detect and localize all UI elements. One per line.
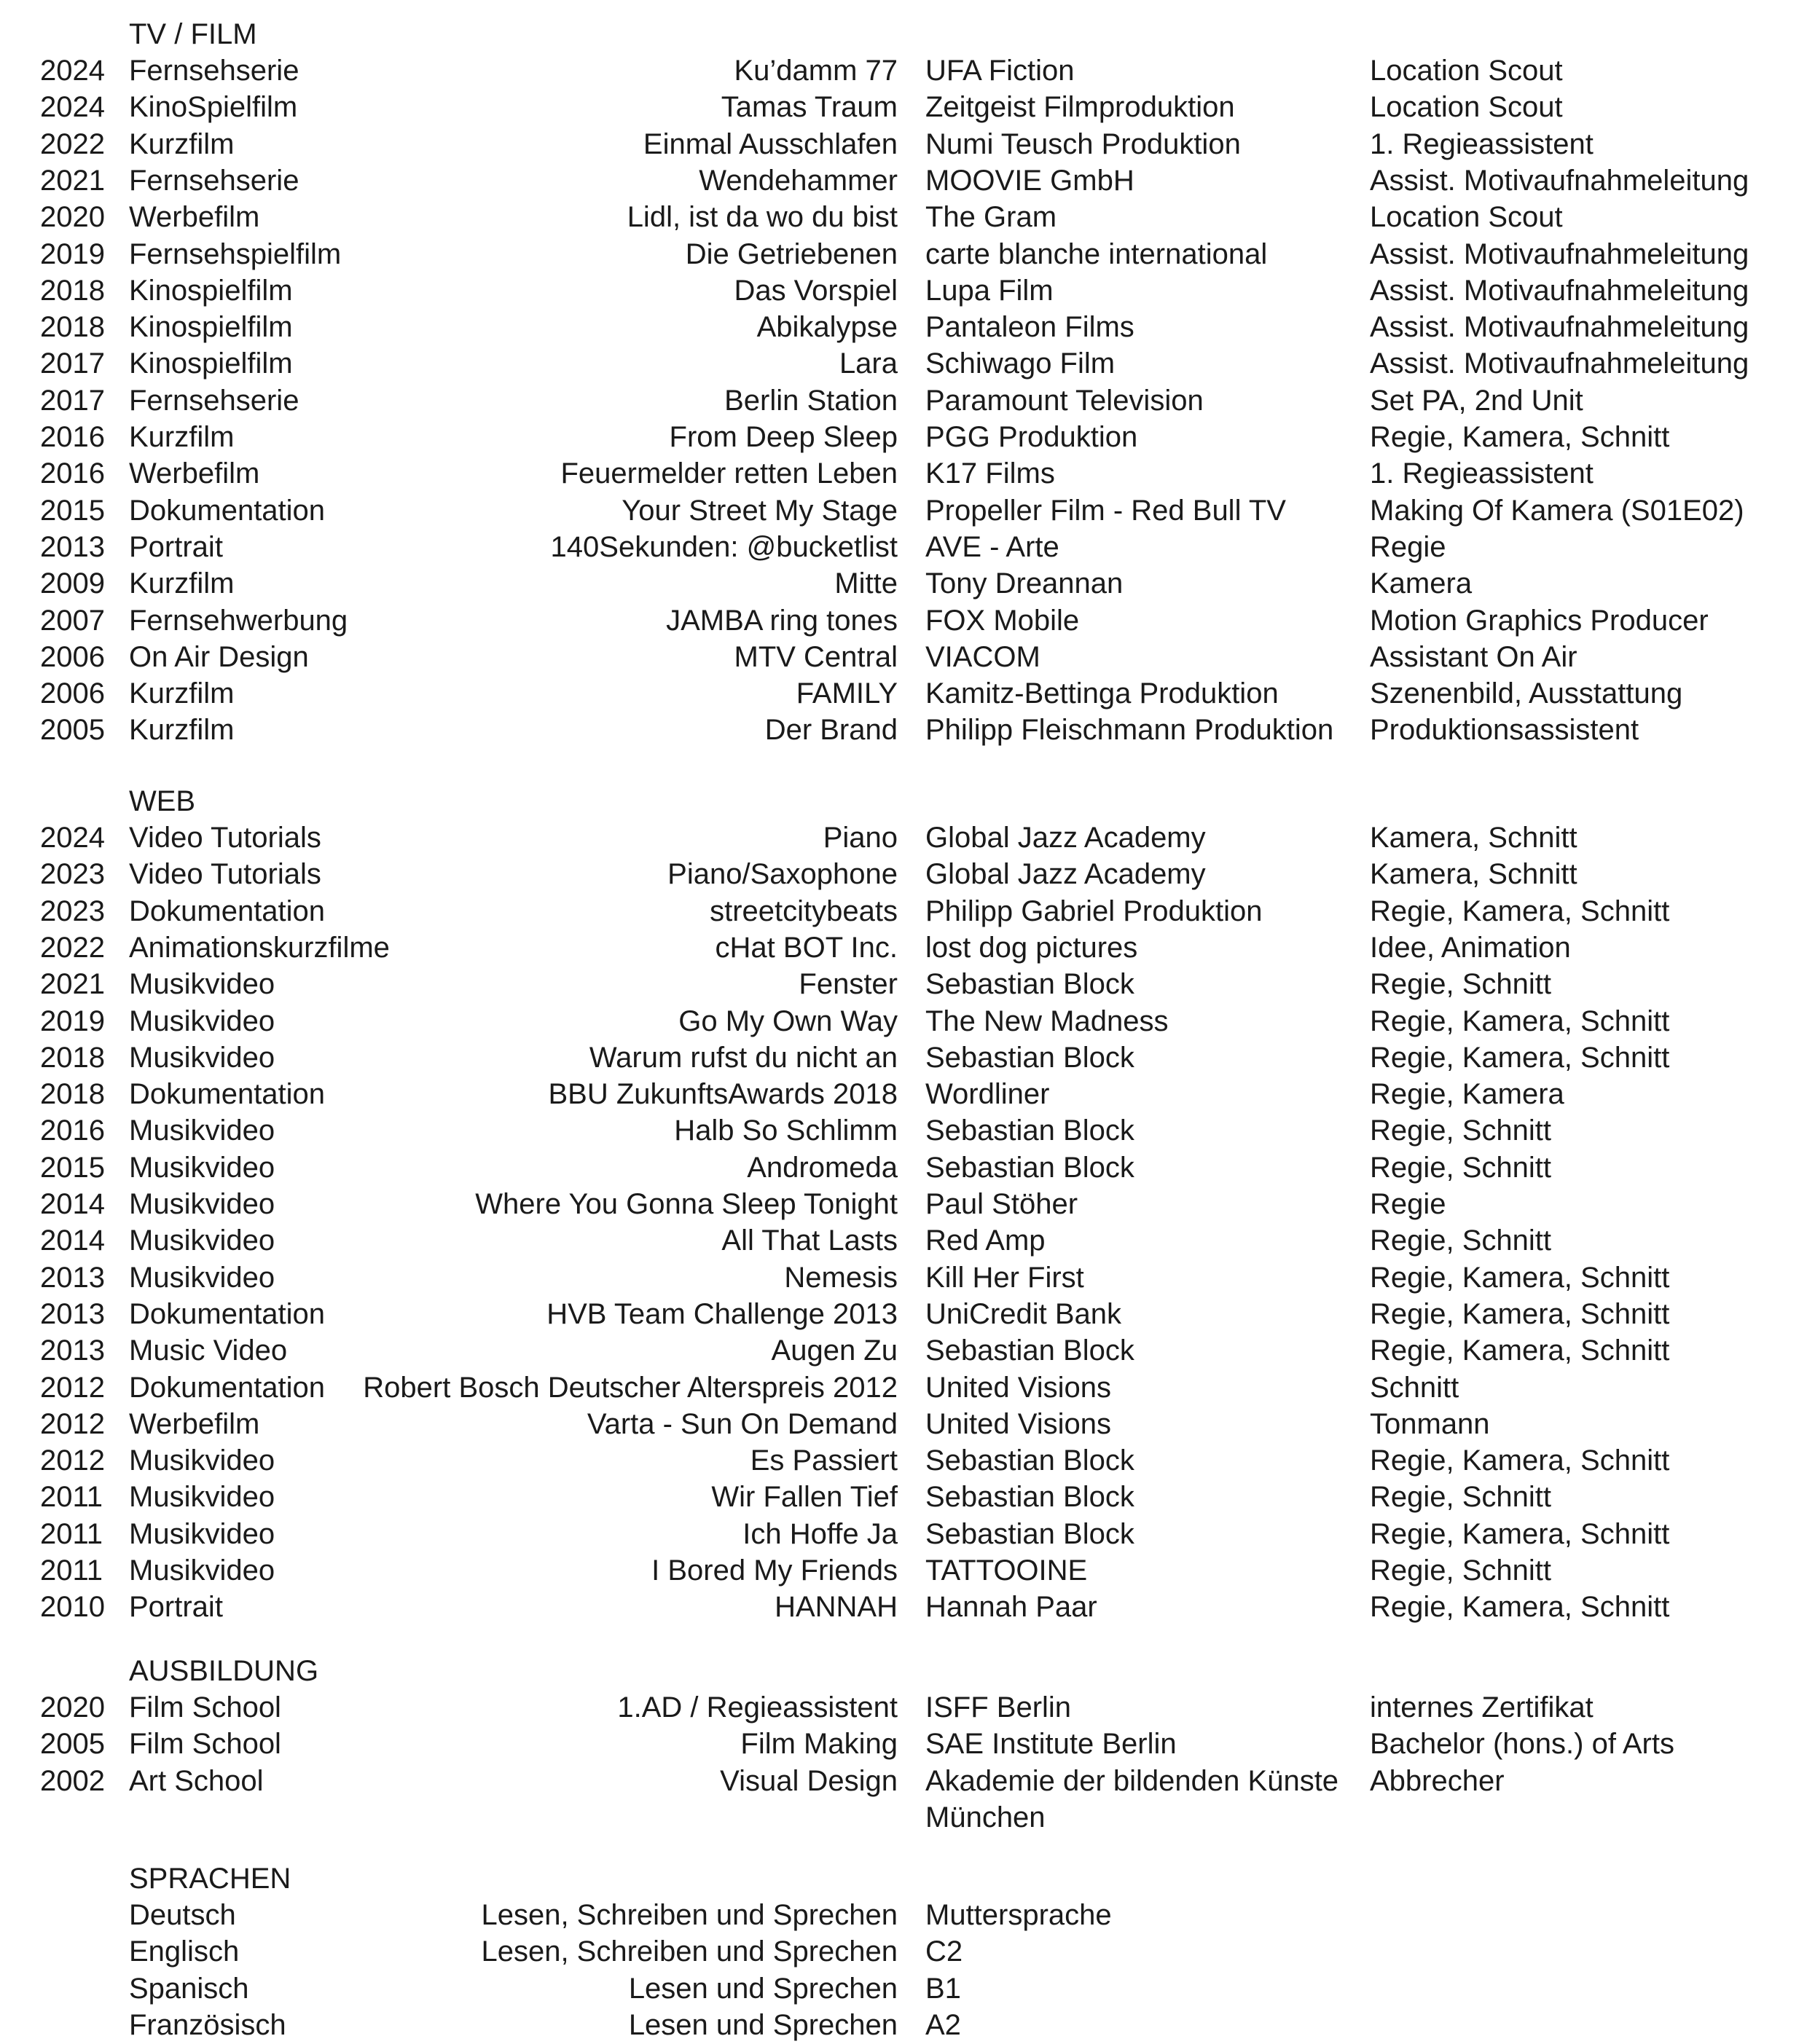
entry-title: All That Lasts (721, 1225, 898, 1257)
entry-year: 2017 (40, 384, 105, 417)
entry-year: 2014 (40, 1188, 105, 1220)
entry-company: The New Madness (925, 1005, 1169, 1037)
entry-role: Kamera (1370, 567, 1473, 600)
entry-role: Regie (1370, 530, 1446, 563)
entry-title: Andromeda (747, 1151, 898, 1184)
entry-title: HVB Team Challenge 2013 (546, 1297, 898, 1330)
entry-company: K17 Films (925, 457, 1055, 490)
entry-company: lost dog pictures (925, 931, 1138, 964)
entry-company: The Gram (925, 201, 1057, 234)
cv-entry-row (0, 893, 1807, 929)
entry-role: Regie, Kamera, Schnitt (1370, 1517, 1670, 1550)
entry-company: Kamitz-Bettinga Produktion (925, 677, 1279, 710)
entry-company: Schiwago Film (925, 347, 1116, 380)
entry-year: 2023 (40, 858, 105, 891)
entry-type: Fernsehserie (129, 55, 299, 87)
section-title: WEB (129, 785, 196, 817)
entry-title: Es Passiert (750, 1444, 898, 1477)
entry-company: Lupa Film (925, 274, 1054, 307)
cv-entry-row (0, 126, 1807, 162)
entry-year: 2012 (40, 1371, 105, 1404)
entry-title: Lara (839, 347, 898, 380)
entry-company: VIACOM (925, 640, 1040, 673)
entry-year: 2013 (40, 1335, 105, 1367)
entry-type: Musikvideo (129, 1005, 275, 1037)
entry-type: Film School (129, 1691, 281, 1723)
entry-company: FOX Mobile (925, 604, 1080, 637)
entry-role: Produktionsassistent (1370, 714, 1639, 747)
entry-type: Musikvideo (129, 1554, 275, 1587)
entry-role: Kamera, Schnitt (1370, 858, 1577, 891)
entry-company: Global Jazz Academy (925, 858, 1206, 891)
entry-role: Schnitt (1370, 1371, 1459, 1404)
entry-type: Musikvideo (129, 1041, 275, 1074)
entry-type: Dokumentation (129, 494, 326, 527)
entry-company: Pantaleon Films (925, 311, 1134, 344)
entry-title: MTV Central (734, 640, 898, 673)
entry-title: Fenster (799, 968, 898, 1001)
entry-role: Regie, Schnitt (1370, 1151, 1552, 1184)
entry-role: Motion Graphics Producer (1370, 604, 1709, 637)
cv-entry-row (0, 1186, 1807, 1222)
entry-year: 2016 (40, 457, 105, 490)
cv-entry-row (0, 1296, 1807, 1332)
cv-entry-row (0, 1970, 1807, 2007)
entry-role: Location Scout (1370, 55, 1563, 87)
entry-role: Assist. Motivaufnahmeleitung (1370, 347, 1749, 380)
entry-type: Fernsehspielfilm (129, 237, 342, 270)
entry-type: Film School (129, 1728, 281, 1761)
entry-type: Kurzfilm (129, 567, 235, 600)
entry-title: Lesen und Sprechen (628, 2008, 898, 2041)
entry-title: Where You Gonna Sleep Tonight (475, 1188, 898, 1220)
entry-role: Regie, Kamera, Schnitt (1370, 1005, 1670, 1037)
entry-role: Regie (1370, 1188, 1446, 1220)
entry-type: Musikvideo (129, 1115, 275, 1147)
entry-company: B1 (925, 1972, 961, 2005)
entry-title: streetcitybeats (710, 895, 898, 927)
entry-type: Kurzfilm (129, 714, 235, 747)
entry-company: PGG Produktion (925, 421, 1138, 453)
entry-company: Sebastian Block (925, 1444, 1134, 1477)
entry-title: Lesen, Schreiben und Sprechen (481, 1899, 898, 1931)
cv-entry-row (0, 1552, 1807, 1589)
cv-entry-row (0, 1039, 1807, 1076)
entry-role: Kamera, Schnitt (1370, 822, 1577, 854)
entry-company: United Visions (925, 1371, 1111, 1404)
entry-year: 2020 (40, 1691, 105, 1723)
entry-company: Global Jazz Academy (925, 822, 1206, 854)
entry-type: Kinospielfilm (129, 347, 293, 380)
entry-company: Akademie der bildenden Künste (925, 1764, 1339, 1797)
entry-title: Go My Own Way (678, 1005, 898, 1037)
entry-year: 2016 (40, 421, 105, 453)
entry-year: 2024 (40, 822, 105, 854)
cv-entry-row (0, 199, 1807, 235)
cv-entry-row (0, 1479, 1807, 1515)
entry-title: JAMBA ring tones (666, 604, 898, 637)
entry-role: Regie, Kamera, Schnitt (1370, 1444, 1670, 1477)
entry-title: Feuermelder retten Leben (560, 457, 898, 490)
entry-title: From Deep Sleep (669, 421, 898, 453)
cv-entry-row (0, 1222, 1807, 1259)
entry-year: 2018 (40, 1041, 105, 1074)
entry-role: Bachelor (hons.) of Arts (1370, 1728, 1674, 1761)
entry-year: 2011 (40, 1517, 103, 1550)
entry-role: Regie, Kamera, Schnitt (1370, 421, 1670, 453)
entry-year: 2005 (40, 1728, 105, 1761)
entry-year: 2002 (40, 1764, 105, 1797)
entry-type: Animationskurzfilme (129, 931, 390, 964)
entry-title: Berlin Station (724, 384, 898, 417)
entry-company: Sebastian Block (925, 1151, 1134, 1184)
entry-year: 2013 (40, 1297, 105, 1330)
entry-company: Philipp Fleischmann Produktion (925, 714, 1334, 747)
entry-company: TATTOOINE (925, 1554, 1088, 1587)
entry-role: Assistant On Air (1370, 640, 1577, 673)
cv-entry-row (0, 1112, 1807, 1149)
entry-title: Mitte (834, 567, 898, 600)
entry-type: Musikvideo (129, 1225, 275, 1257)
entry-type: Spanisch (129, 1972, 249, 2005)
cv-entry-row (0, 1933, 1807, 1970)
entry-type: Musikvideo (129, 1444, 275, 1477)
entry-type: Musikvideo (129, 1151, 275, 1184)
entry-title: Film Making (740, 1728, 898, 1761)
entry-role: internes Zertifikat (1370, 1691, 1594, 1723)
entry-year: 2012 (40, 1407, 105, 1440)
cv-entry-row (0, 1149, 1807, 1186)
entry-title: HANNAH (775, 1591, 898, 1624)
entry-role: Regie, Schnitt (1370, 1481, 1552, 1514)
entry-company: United Visions (925, 1407, 1111, 1440)
entry-type: Musikvideo (129, 1481, 275, 1514)
entry-company: Red Amp (925, 1225, 1046, 1257)
entry-year: 2012 (40, 1444, 105, 1477)
cv-entry-row (0, 565, 1807, 602)
entry-type: Französisch (129, 2008, 286, 2041)
entry-type: Musikvideo (129, 1188, 275, 1220)
cv-entry-row (0, 1076, 1807, 1112)
entry-title: Nemesis (784, 1261, 898, 1294)
entry-title: Der Brand (764, 714, 898, 747)
entry-type: Kurzfilm (129, 421, 235, 453)
entry-year: 2015 (40, 494, 105, 527)
cv-entry-row (0, 272, 1807, 309)
entry-type: Portrait (129, 1591, 223, 1624)
entry-year: 2005 (40, 714, 105, 747)
entry-year: 2014 (40, 1225, 105, 1257)
entry-company: Sebastian Block (925, 1481, 1134, 1514)
cv-entry-row (0, 1369, 1807, 1406)
entry-company: Numi Teusch Produktion (925, 127, 1241, 160)
entry-type: Werbefilm (129, 1407, 260, 1440)
entry-company: Muttersprache (925, 1899, 1112, 1931)
entry-year: 2009 (40, 567, 105, 600)
entry-type: On Air Design (129, 640, 309, 673)
entry-year: 2023 (40, 895, 105, 927)
entry-role: Location Scout (1370, 91, 1563, 124)
entry-year: 2006 (40, 640, 105, 673)
entry-role: Set PA, 2nd Unit (1370, 384, 1583, 417)
cv-entry-row (0, 1726, 1807, 1762)
entry-title: Die Getriebenen (685, 237, 898, 270)
entry-company: Zeitgeist Filmproduktion (925, 91, 1235, 124)
entry-year: 2013 (40, 530, 105, 563)
entry-title: Wendehammer (699, 164, 898, 197)
entry-year: 2007 (40, 604, 105, 637)
entry-title: Warum rufst du nicht an (589, 1041, 898, 1074)
cv-entry-row (0, 492, 1807, 529)
entry-role: Regie, Kamera, Schnitt (1370, 1261, 1670, 1294)
entry-type: Fernsehserie (129, 384, 299, 417)
entry-title: Augen Zu (771, 1335, 898, 1367)
entry-type: Werbefilm (129, 457, 260, 490)
entry-type: Werbefilm (129, 201, 260, 234)
entry-title: cHat BOT Inc. (715, 931, 898, 964)
cv-entry-row (0, 639, 1807, 675)
cv-entry-row (0, 1003, 1807, 1039)
entry-type: Portrait (129, 530, 223, 563)
section-title: SPRACHEN (129, 1863, 291, 1895)
entry-type: Musikvideo (129, 968, 275, 1001)
entry-type: Art School (129, 1764, 264, 1797)
cv-entry-row (0, 819, 1807, 856)
entry-type: Englisch (129, 1935, 240, 1968)
cv-entry-row (0, 52, 1807, 89)
entry-company: carte blanche international (925, 237, 1268, 270)
entry-title: Halb So Schlimm (674, 1115, 898, 1147)
entry-company: AVE - Arte (925, 530, 1059, 563)
entry-role: Assist. Motivaufnahmeleitung (1370, 274, 1749, 307)
entry-company: ISFF Berlin (925, 1691, 1072, 1723)
entry-year: 2006 (40, 677, 105, 710)
entry-company: Paul Stöher (925, 1188, 1078, 1220)
entry-year: 2011 (40, 1481, 103, 1514)
entry-role: 1. Regieassistent (1370, 457, 1594, 490)
cv-entry-row (0, 1259, 1807, 1296)
entry-title: Varta - Sun On Demand (587, 1407, 898, 1440)
entry-company: Sebastian Block (925, 1335, 1134, 1367)
entry-year: 2022 (40, 931, 105, 964)
entry-title: Ich Hoffe Ja (742, 1517, 898, 1550)
entry-role: Szenenbild, Ausstattung (1370, 677, 1683, 710)
entry-company: SAE Institute Berlin (925, 1728, 1177, 1761)
entry-title: Einmal Ausschlafen (643, 127, 898, 160)
entry-role: Making Of Kamera (S01E02) (1370, 494, 1744, 527)
entry-company: Propeller Film - Red Bull TV (925, 494, 1286, 527)
entry-title: 1.AD / Regieassistent (617, 1691, 898, 1723)
entry-role: Regie, Schnitt (1370, 1225, 1552, 1257)
entry-year: 2024 (40, 55, 105, 87)
entry-type: Dokumentation (129, 1078, 326, 1111)
entry-year: 2018 (40, 274, 105, 307)
entry-year: 2019 (40, 1005, 105, 1037)
entry-company: A2 (925, 2008, 961, 2041)
entry-company: Philipp Gabriel Produktion (925, 895, 1263, 927)
entry-year: 2016 (40, 1115, 105, 1147)
entry-title: BBU ZukunftsAwards 2018 (548, 1078, 898, 1111)
entry-role: Location Scout (1370, 201, 1563, 234)
entry-type: Musikvideo (129, 1517, 275, 1550)
entry-year: 2018 (40, 1078, 105, 1111)
entry-year: 2021 (40, 164, 105, 197)
cv-entry-row (0, 382, 1807, 419)
entry-role: Regie, Kamera, Schnitt (1370, 1335, 1670, 1367)
entry-company: Sebastian Block (925, 968, 1134, 1001)
entry-type: Dokumentation (129, 1297, 326, 1330)
entry-role: Regie, Kamera (1370, 1078, 1564, 1111)
entry-year: 2020 (40, 201, 105, 234)
entry-title: Piano/Saxophone (667, 858, 898, 891)
entry-year: 2019 (40, 237, 105, 270)
cv-entry-row (0, 1799, 1807, 1836)
entry-year: 2017 (40, 347, 105, 380)
cv-entry-row (0, 2007, 1807, 2043)
entry-type: Musikvideo (129, 1261, 275, 1294)
section-title: TV / FILM (129, 18, 257, 50)
entry-title: Lesen, Schreiben und Sprechen (481, 1935, 898, 1968)
entry-type: Video Tutorials (129, 822, 321, 854)
entry-type: Kurzfilm (129, 677, 235, 710)
entry-role: Tonmann (1370, 1407, 1490, 1440)
cv-entry-row (0, 1589, 1807, 1625)
cv-entry-row (0, 1516, 1807, 1552)
cv-entry-row (0, 89, 1807, 125)
entry-role: Assist. Motivaufnahmeleitung (1370, 164, 1749, 197)
entry-role: Assist. Motivaufnahmeleitung (1370, 237, 1749, 270)
cv-entry-row (0, 345, 1807, 382)
entry-role: Regie, Schnitt (1370, 1554, 1552, 1587)
entry-company: UniCredit Bank (925, 1297, 1122, 1330)
entry-company: Paramount Television (925, 384, 1204, 417)
entry-title: Ku’damm 77 (734, 55, 898, 87)
entry-type: Video Tutorials (129, 858, 321, 891)
entry-year: 2022 (40, 127, 105, 160)
entry-company: Wordliner (925, 1078, 1050, 1111)
entry-title: Robert Bosch Deutscher Alterspreis 2012 (363, 1371, 898, 1404)
entry-year: 2011 (40, 1554, 103, 1587)
entry-company: UFA Fiction (925, 55, 1075, 87)
cv-entry-row (0, 1689, 1807, 1726)
entry-role: Regie, Kamera, Schnitt (1370, 1591, 1670, 1624)
entry-title: Lidl, ist da wo du bist (627, 201, 898, 234)
entry-role: Abbrecher (1370, 1764, 1505, 1797)
entry-company: C2 (925, 1935, 963, 1968)
entry-company: Sebastian Block (925, 1041, 1134, 1074)
entry-role: Regie, Kamera, Schnitt (1370, 1297, 1670, 1330)
cv-entry-row (0, 929, 1807, 966)
entry-title: I Bored My Friends (651, 1554, 898, 1587)
entry-year: 2015 (40, 1151, 105, 1184)
cv-entry-row (0, 309, 1807, 345)
entry-year: 2021 (40, 968, 105, 1001)
entry-role: Idee, Animation (1370, 931, 1571, 964)
entry-company: MOOVIE GmbH (925, 164, 1134, 197)
cv-entry-row (0, 236, 1807, 272)
entry-role: Regie, Schnitt (1370, 968, 1552, 1001)
entry-type: Fernsehserie (129, 164, 299, 197)
cv-entry-row (0, 1763, 1807, 1799)
entry-title: 140Sekunden: @bucketlist (550, 530, 898, 563)
entry-role: 1. Regieassistent (1370, 127, 1594, 160)
entry-title: Abikalypse (756, 311, 898, 344)
entry-type: Deutsch (129, 1899, 236, 1931)
entry-type: Fernsehwerbung (129, 604, 348, 637)
cv-entry-row (0, 856, 1807, 892)
entry-title: FAMILY (796, 677, 898, 710)
entry-role: Regie, Kamera, Schnitt (1370, 1041, 1670, 1074)
entry-year: 2024 (40, 91, 105, 124)
cv-entry-row (0, 419, 1807, 455)
cv-entry-row (0, 675, 1807, 712)
entry-title: Visual Design (720, 1764, 898, 1797)
entry-type: Music Video (129, 1335, 288, 1367)
entry-role: Regie, Schnitt (1370, 1115, 1552, 1147)
entry-year: 2013 (40, 1261, 105, 1294)
section-title: AUSBILDUNG (129, 1655, 319, 1687)
entry-company: Sebastian Block (925, 1517, 1134, 1550)
cv-entry-row (0, 455, 1807, 492)
entry-type: KinoSpielfilm (129, 91, 298, 124)
cv-entry-row (0, 602, 1807, 639)
entry-type: Dokumentation (129, 1371, 326, 1404)
entry-title: Piano (823, 822, 898, 854)
entry-title: Lesen und Sprechen (628, 1972, 898, 2005)
cv-entry-row (0, 1897, 1807, 1933)
cv-entry-row (0, 529, 1807, 565)
entry-type: Dokumentation (129, 895, 326, 927)
cv-entry-row (0, 1332, 1807, 1369)
entry-company: Kill Her First (925, 1261, 1084, 1294)
entry-title: Your Street My Stage (622, 494, 898, 527)
entry-type: Kurzfilm (129, 127, 235, 160)
entry-type: Kinospielfilm (129, 311, 293, 344)
entry-role: Assist. Motivaufnahmeleitung (1370, 311, 1749, 344)
entry-title: Das Vorspiel (734, 274, 898, 307)
entry-title: Tamas Traum (721, 91, 898, 124)
entry-role: Regie, Kamera, Schnitt (1370, 895, 1670, 927)
entry-company: München (925, 1801, 1046, 1833)
entry-type: Kinospielfilm (129, 274, 293, 307)
entry-year: 2010 (40, 1591, 105, 1624)
cv-entry-row (0, 1442, 1807, 1479)
entry-title: Wir Fallen Tief (711, 1481, 898, 1514)
cv-entry-row (0, 162, 1807, 199)
entry-company: Hannah Paar (925, 1591, 1097, 1624)
entry-year: 2018 (40, 311, 105, 344)
cv-entry-row (0, 966, 1807, 1002)
cv-entry-row (0, 1406, 1807, 1442)
entry-company: Tony Dreannan (925, 567, 1124, 600)
entry-company: Sebastian Block (925, 1115, 1134, 1147)
cv-entry-row (0, 712, 1807, 748)
